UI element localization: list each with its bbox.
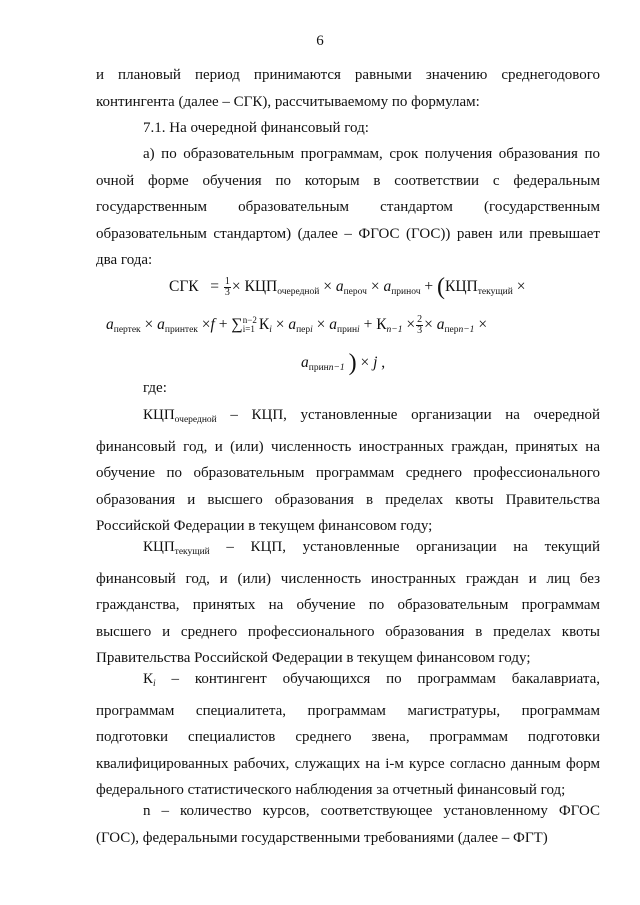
fraction-two-thirds: $\frac{2}{3}$ (417, 313, 423, 336)
paragraph-intro: и плановый период принимаются равными значению среднегодового контингента (далее – СГК), рассчитываемому по формулам: (96, 67, 600, 110)
paragraph-section-7-1: 7.1. На очередной финансовый год: (143, 120, 369, 136)
term-ktsp: КЦП (143, 539, 175, 555)
definition-ktsp-tekush: $КЦП_{текущий}$ – КЦП, установленные организации на текущий финансовый год, и (или) численность иностранных граждан и лиц без гражданства, принятых на обучение по образовательным программам высшего и среднего профессионального образования в пределах квоты Правительства Российской Федерации в текущем финансовом году; (96, 539, 600, 667)
formula-line-1: СГК = $\frac{1}{3}$ × $КЦП_{очередной} \times a_{пероч} \times a_{приноч} + (КЦП_{текущий}$ × (169, 274, 526, 300)
definition-n: n – количество курсов, соответствующее установленному ФГОС (ГОС), федеральными государственными требованиями (далее – ФГТ) (96, 803, 600, 846)
term-k: К (143, 671, 154, 687)
fraction-one-third: $\frac{1}{3}$ (224, 275, 230, 298)
term-n: n (143, 803, 151, 819)
label-where: где: (143, 380, 167, 396)
paragraph-item-a: а) по образовательным программам, срок получения образования по очной форме обучения по которым в соответствии с федеральным государственным образовательным стандартом (государственным образовательным стандартом) (далее – ФГОС (ГОС)) равен или превышает два года: (96, 146, 600, 269)
term-sub-tekush: текущий (174, 547, 210, 557)
formula-line-3: $a_{принn-1}$ ) × j , (301, 350, 386, 376)
term-ktsp: КЦП (143, 407, 175, 423)
formula-line-2: $a_{пертек} \times a_{принтек} \times f$ + ∑ n−2 i=1 $К_i \times a_{перi} \times a_{принi} + К_{n-1}$ × $\frac{2}{3}$ × $a_{перn-1}$ × (106, 313, 488, 336)
definition-ktsp-ochered: $КЦП_{очередной}$ – КЦП, установленные организации на очередной финансовый год, и (или) численность иностранных граждан, принятых на обучение по образовательным программам среднего профессионального образования и высшего образования в пределах квоты Правительства Российской Федерации в текущем финансовом году; (96, 407, 600, 535)
term-sub-ochered: очередной (174, 415, 217, 425)
definition-k-i: $К_i$ – контингент обучающихся по программам бакалавриата, программам специалитета, программам магистратуры, программам подготовки специалистов среднего звена, программам подготовки квалифицированных рабочих, служащих на i-м курсе согласно данным форм федерального статистического наблюдения за отчетный финансовый год; (96, 671, 600, 799)
page-number: 6 (316, 33, 324, 49)
term-sub-i: i (153, 679, 156, 689)
